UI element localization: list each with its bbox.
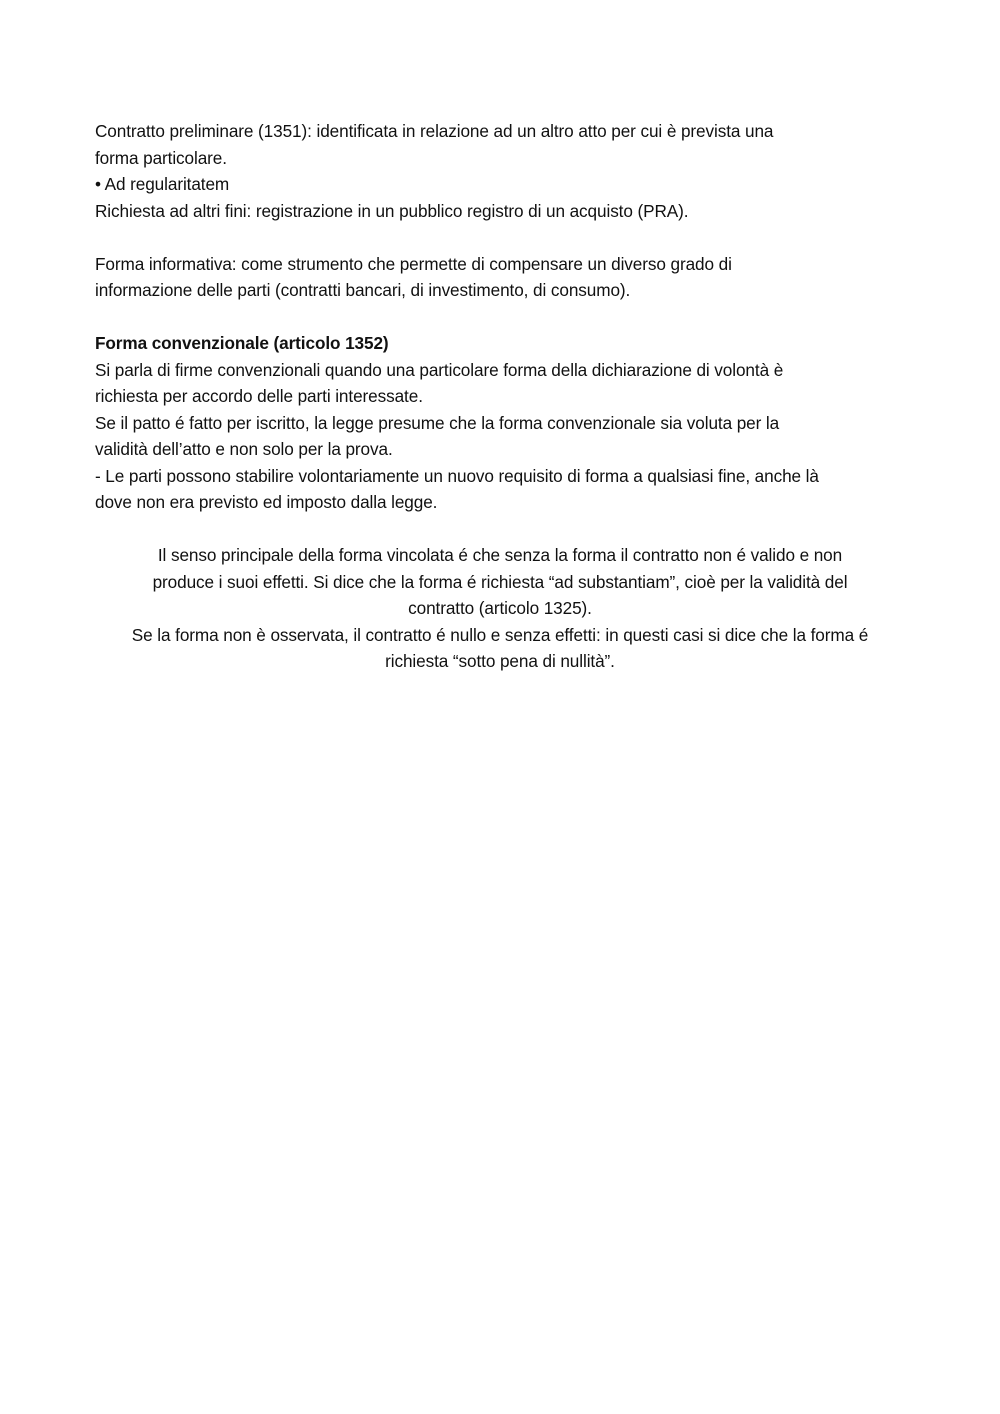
text-line: produce i suoi effetti. Si dice che la forma é richiesta “ad substantiam”, cioè per la validità del [152, 571, 848, 592]
text-line: Se la forma non è osservata, il contratto é nullo e senza effetti: in questi casi si dice che la forma é [131, 624, 869, 645]
text-line: richiesta “sotto pena di nullità”. [385, 651, 615, 671]
text-line: forma particolare. [95, 147, 227, 168]
paragraph-forma-convenzionale [95, 330, 905, 516]
text-line: Richiesta ad altri fini: registrazione in un pubblico registro di un acquisto (PRA). [95, 200, 689, 221]
text-line: dove non era previsto ed imposto dalla legge. [95, 492, 438, 512]
text-line: Se il patto é fatto per iscritto, la legge presume che la forma convenzionale sia voluta per la [95, 412, 780, 433]
paragraph-spacer [95, 516, 905, 543]
paragraph-contratto-preliminare [95, 118, 905, 224]
paragraph-spacer [95, 224, 905, 251]
bullet-item: • Ad regularitatem [95, 174, 230, 194]
text-line: informazione delle parti (contratti bancari, di investimento, di consumo). [95, 280, 631, 300]
text-line: contratto (articolo 1325). [408, 598, 592, 618]
text-line: - Le parti possono stabilire volontariamente un nuovo requisito di forma a qualsiasi fine, anche là [95, 465, 819, 486]
text-line: richiesta per accordo delle parti interessate. [95, 386, 423, 406]
text-line: Forma informativa: come strumento che permette di compensare un diverso grado di [95, 253, 732, 274]
document-body [95, 118, 905, 675]
section-heading: Forma convenzionale (articolo 1352) [95, 333, 389, 353]
text-line: Il senso principale della forma vincolata é che senza la forma il contratto non é valido e non [157, 545, 843, 565]
paragraph-spacer [95, 304, 905, 331]
text-line: Si parla di firme convenzionali quando una particolare forma della dichiarazione di volontà è [95, 359, 784, 380]
text-line: Contratto preliminare (1351): identificata in relazione ad un altro atto per cui è prevista una [95, 121, 774, 141]
text-line: validità dell’atto e non solo per la prova. [95, 439, 393, 459]
paragraph-forma-informativa [95, 251, 905, 304]
paragraph-forma-vincolata [95, 542, 905, 675]
